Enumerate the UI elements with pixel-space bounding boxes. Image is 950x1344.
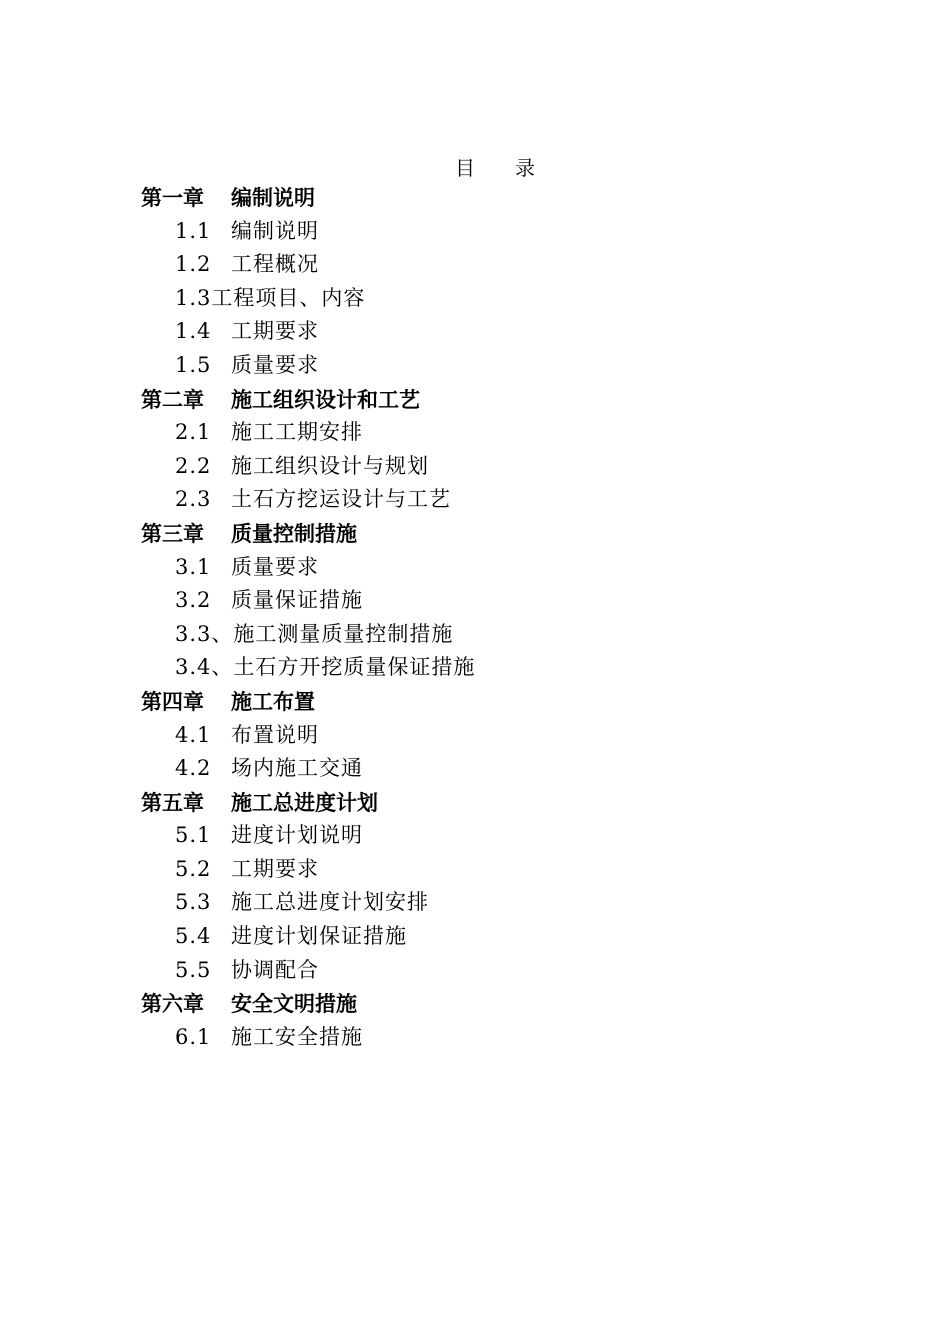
toc-entry-number: 第一章 [141,185,204,210]
toc-entry-number: 1.3 [175,285,212,310]
toc-entry-number: 3.3、 [175,621,234,646]
toc-entry-number: 第二章 [141,386,204,412]
toc-section[interactable] [141,315,475,349]
toc-entry-title: 质量保证措施 [231,588,363,613]
toc-section[interactable] [141,819,475,853]
toc-entry-title: 施工布置 [231,688,315,714]
toc-entry-number: 5.4 [175,924,212,949]
toc-entry-title: 安全文明措施 [231,991,357,1017]
toc-entry-title: 施工总进度计划安排 [231,890,429,915]
toc-entry-title: 工程项目、内容 [211,285,366,310]
toc-entry-title: 质量要求 [231,554,319,579]
toc-entry-number: 第六章 [141,991,204,1017]
toc-section[interactable] [141,248,475,282]
toc-entry-title: 进度计划说明 [231,823,363,848]
toc-section[interactable] [141,920,475,954]
toc-entry-title: 质量控制措施 [231,520,357,546]
toc-entry-number: 4.1 [175,722,212,747]
toc-section[interactable] [141,215,475,249]
toc-entry-title: 质量要求 [231,352,319,377]
toc-entry-number: 5.2 [175,856,212,881]
toc-entry-title: 工期要求 [231,856,319,881]
toc-entry-title: 施工组织设计和工艺 [231,386,420,412]
toc-chapter[interactable] [141,517,475,551]
toc-chapter[interactable] [141,383,475,417]
toc-entry-title: 编制说明 [231,185,315,210]
toc-section[interactable] [141,282,475,316]
toc-chapter[interactable] [141,685,475,719]
toc-entry-number: 5.1 [175,823,212,848]
toc-chapter[interactable] [141,786,475,820]
toc-entry-title: 施工总进度计划 [231,789,378,815]
toc-entry-number: 1.4 [175,319,212,344]
toc-section[interactable] [141,752,475,786]
toc-entry-title: 协调配合 [231,957,319,982]
toc-section[interactable] [141,416,475,450]
toc-entry-number: 5.3 [175,890,212,915]
toc-entry-number: 第四章 [141,688,204,714]
toc-section[interactable] [141,651,475,685]
toc-entry-number: 2.3 [175,487,212,512]
toc-entry-title: 施工测量质量控制措施 [233,621,454,646]
toc-entry-title: 布置说明 [231,722,319,747]
toc-title-left: 目 [455,156,475,180]
toc-section[interactable] [141,1021,475,1055]
toc-section[interactable] [141,483,475,517]
toc-entry-number: 1.1 [175,218,212,243]
toc-entry-title: 工程概况 [231,252,319,277]
toc-entry-title: 土石方挖运设计与工艺 [231,487,451,512]
toc-entry-number: 6.1 [175,1024,212,1049]
toc-entry-title: 场内施工交通 [231,756,363,781]
toc-entry-number: 3.1 [175,554,212,579]
toc-section[interactable] [141,886,475,920]
toc-entry-title: 编制说明 [231,218,319,243]
toc-section[interactable] [141,450,475,484]
toc-entry-number: 4.2 [175,756,212,781]
toc-chapter[interactable] [141,987,475,1021]
toc-entry-number: 第五章 [141,789,204,815]
table-of-contents [141,181,475,1054]
toc-section[interactable] [141,349,475,383]
toc-section[interactable] [141,618,475,652]
toc-entry-title: 工期要求 [231,319,319,344]
toc-title [0,152,950,181]
toc-section[interactable] [141,853,475,887]
toc-entry-number: 5.5 [175,957,212,982]
toc-section[interactable] [141,954,475,988]
toc-entry-number: 第三章 [141,520,204,546]
toc-entry-number: 2.1 [175,420,212,445]
toc-entry-number: 2.2 [175,453,212,478]
toc-chapter[interactable] [141,181,475,215]
toc-entry-title: 施工安全措施 [231,1024,363,1049]
toc-entry-title: 进度计划保证措施 [231,924,407,949]
toc-entry-number: 3.2 [175,588,212,613]
toc-entry-number: 1.5 [175,352,212,377]
toc-title-right: 录 [515,156,535,180]
toc-section[interactable] [141,584,475,618]
toc-section[interactable] [141,719,475,753]
toc-section[interactable] [141,551,475,585]
toc-entry-title: 施工组织设计与规划 [231,453,429,478]
toc-entry-number: 3.4、 [175,655,234,680]
toc-entry-title: 施工工期安排 [231,420,363,445]
toc-entry-number: 1.2 [175,252,212,277]
toc-entry-title: 土石方开挖质量保证措施 [233,655,476,680]
